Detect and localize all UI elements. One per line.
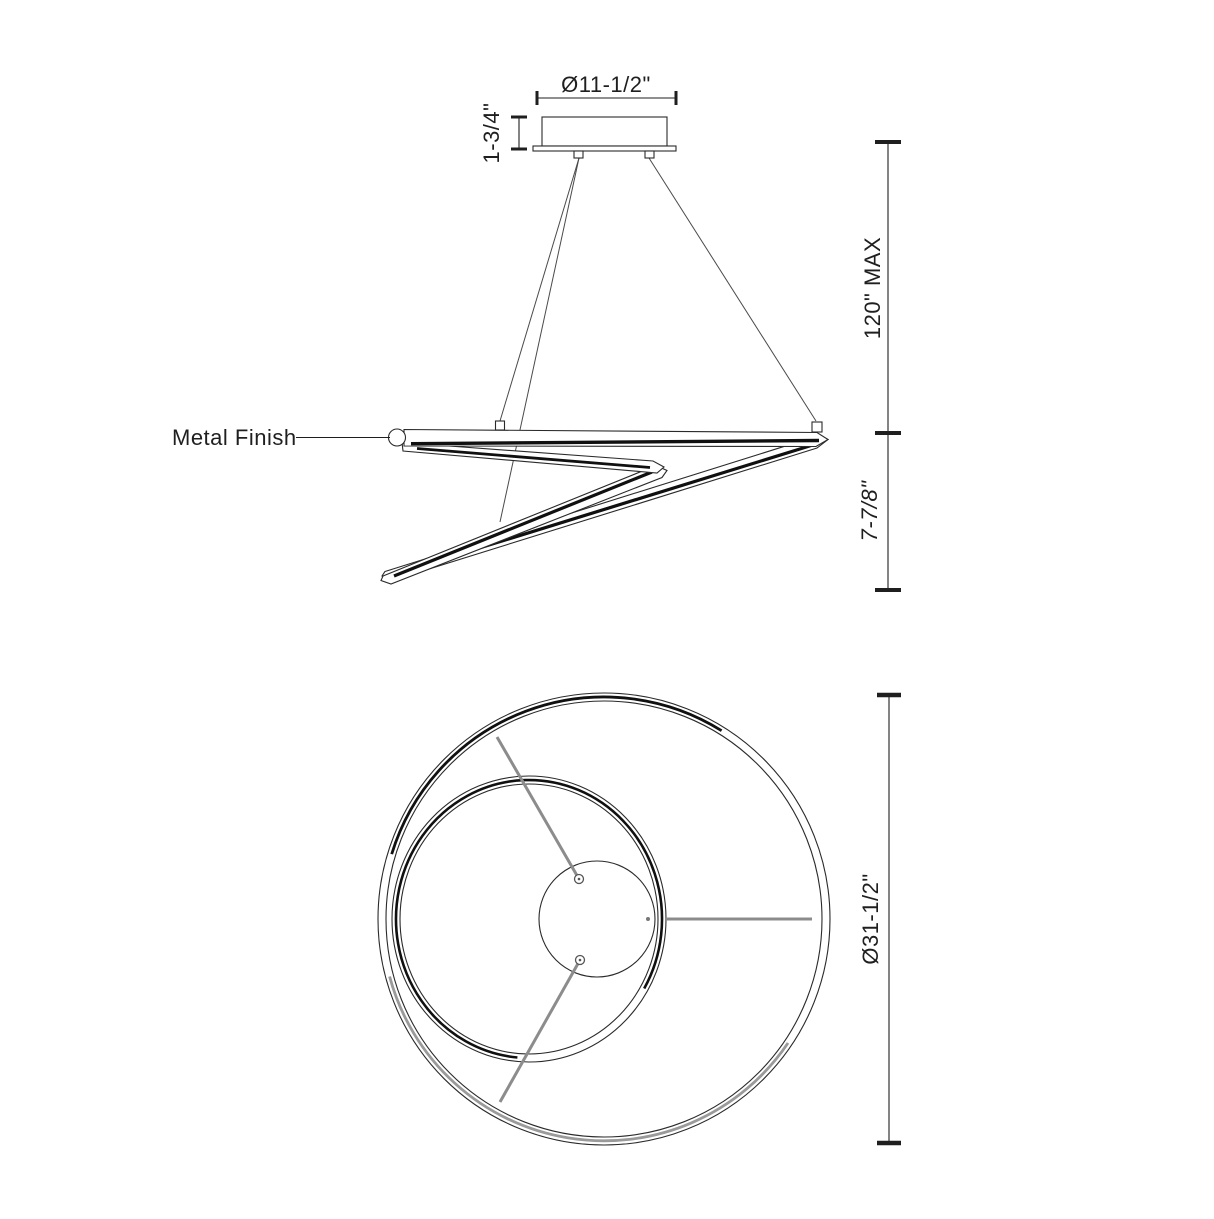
fixture-height-dimension xyxy=(857,433,901,590)
led-channel-inner-far xyxy=(394,472,652,576)
finish-label: Metal Finish xyxy=(172,425,297,450)
inner-ring-inner-edge xyxy=(400,784,658,1054)
overall-diameter-label: Ø31-1/2" xyxy=(858,873,883,965)
cable-gripper-left xyxy=(496,421,505,430)
suspension-cable-inner xyxy=(500,158,579,522)
canopy-cable-exit-right xyxy=(645,151,654,158)
canopy xyxy=(533,117,676,158)
canopy-body xyxy=(542,117,667,146)
spoke-attachment-dot xyxy=(646,917,650,921)
canopy-cable-exit-left xyxy=(574,151,583,158)
ring-end-cap xyxy=(389,429,406,446)
max-drop-dimension xyxy=(860,142,901,433)
cable-attachment-marker-top xyxy=(575,875,584,884)
outer-ring-led-arc-top xyxy=(392,697,722,854)
canopy-diameter-label: Ø11-1/2" xyxy=(561,72,651,97)
inner-ring-outer-edge xyxy=(392,776,666,1062)
fixture-height-label: 7-7/8" xyxy=(857,480,882,542)
cable-gripper-right xyxy=(812,422,822,432)
top-plan-view xyxy=(378,693,901,1145)
suspension-cable-left xyxy=(500,158,579,421)
canopy-height-label: 1-3/4" xyxy=(479,102,504,164)
outer-ring-led-arc-bottom xyxy=(390,977,788,1141)
cable-attachment-marker-bottom xyxy=(576,956,585,965)
overall-diameter-dimension xyxy=(858,695,901,1143)
side-elevation-view xyxy=(172,72,901,590)
inner-ring-led-arc xyxy=(396,780,662,1057)
canopy-base-plate xyxy=(533,146,676,151)
support-spoke-upper-left xyxy=(497,737,579,879)
support-spoke-lower-left xyxy=(500,960,580,1102)
canopy-projection-circle xyxy=(539,861,655,977)
canopy-diameter-dimension xyxy=(537,72,676,105)
finish-callout xyxy=(172,425,390,450)
canopy-height-dimension xyxy=(479,103,527,164)
suspension-cable-right xyxy=(649,158,816,421)
max-drop-label: 120" MAX xyxy=(860,236,885,340)
